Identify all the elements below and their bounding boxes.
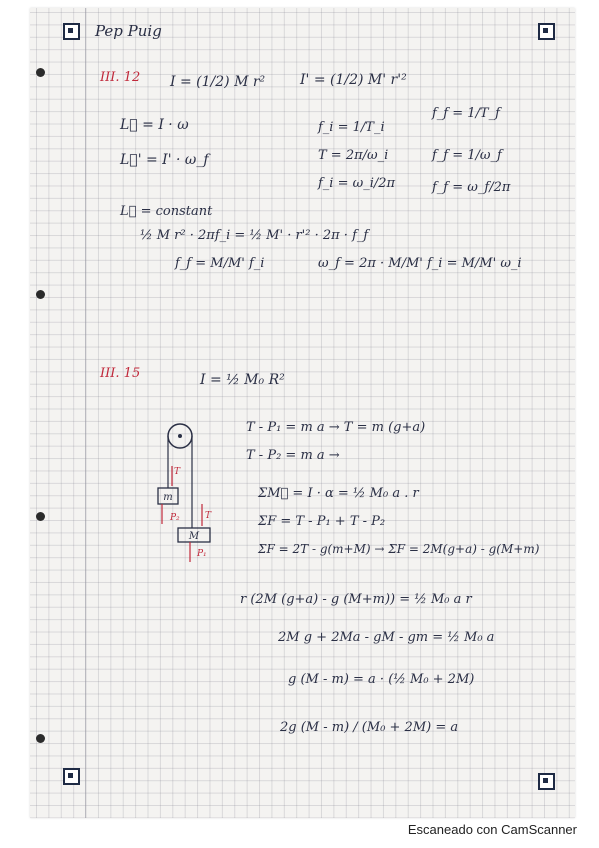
binder-hole <box>36 734 45 743</box>
equation-line: f_i = ω_i/2π <box>318 176 396 191</box>
equation-line: L⃗ = constant <box>120 204 213 219</box>
equation-line: f_f = 1/T_f <box>432 106 500 121</box>
small-mass-label: m <box>163 492 173 503</box>
author-name: Pep Puig <box>95 22 162 40</box>
pulley-diagram <box>150 420 230 570</box>
pulley-axle <box>178 434 182 438</box>
problem-12-label: III. 12 <box>100 70 141 85</box>
equation-line: ΣF = T - P₁ + T - P₂ <box>258 514 386 529</box>
scanner-watermark: Escaneado con CamScanner <box>407 822 577 837</box>
problem-15-label: III. 15 <box>100 366 141 381</box>
binder-hole <box>36 512 45 521</box>
equation-line: r (2M (g+a) - g (M+m)) = ½ M₀ a r <box>240 592 472 607</box>
equation-line: T - P₁ = m a → T = m (g+a) <box>246 420 426 435</box>
corner-marker-bottom-left <box>63 768 80 785</box>
equation-line: f_f = 1/ω_f <box>432 148 502 163</box>
equation-line: T - P₂ = m a → <box>246 448 340 463</box>
equation-line: T = 2π/ω_i <box>318 148 389 163</box>
equation-line: ½ M r² · 2πf_i = ½ M' · r'² · 2π · f_f <box>140 228 369 243</box>
equation-line: ω_f = 2π · M/M' f_i = M/M' ω_i <box>318 256 522 271</box>
equation-line: L⃗ = I · ω <box>120 117 189 133</box>
corner-marker-bottom-right <box>538 773 555 790</box>
equation-line: g (M - m) = a · (½ M₀ + 2M) <box>288 672 475 687</box>
equation-line: I = ½ M₀ R² <box>200 372 285 388</box>
binder-hole <box>36 290 45 299</box>
equation-line: 2g (M - m) / (M₀ + 2M) = a <box>280 720 459 735</box>
equation-line: L⃗' = I' · ω_f <box>120 152 209 168</box>
equation-line: I = (1/2) M r² <box>170 74 266 90</box>
equation-line: f_f = ω_f/2π <box>432 180 511 195</box>
equation-line: 2M g + 2Ma - gM - gm = ½ M₀ a <box>278 630 495 645</box>
margin-line <box>85 8 86 818</box>
force-label: P₂ <box>170 513 180 523</box>
equation-line: I' = (1/2) M' r'² <box>300 72 407 88</box>
equation-line: f_i = 1/T_i <box>318 120 385 135</box>
corner-marker-top-right <box>538 23 555 40</box>
grid-paper <box>30 8 575 818</box>
binder-hole <box>36 68 45 77</box>
force-label: T <box>174 467 181 477</box>
large-mass-label: M <box>188 531 200 542</box>
force-label: P₁ <box>197 549 207 559</box>
corner-marker-top-left <box>63 23 80 40</box>
equation-line: ΣF = 2T - g(m+M) → ΣF = 2M(g+a) - g(M+m) <box>258 542 540 556</box>
force-label: T <box>205 511 212 521</box>
equation-line: f_f = M/M' f_i <box>175 256 265 271</box>
equation-line: ΣM⃗ = I · α = ½ M₀ a . r <box>258 486 419 501</box>
